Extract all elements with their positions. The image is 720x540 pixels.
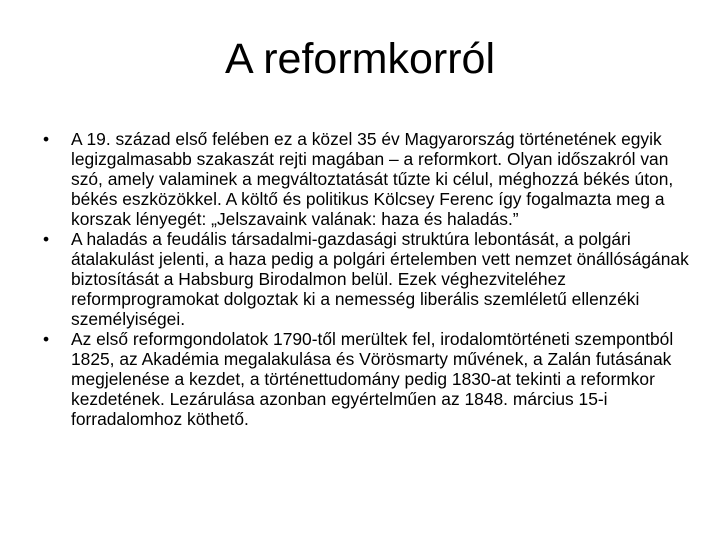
- bullet-text: A 19. század első felében ez a közel 35 év Magyarország történetének egyik legizgalmasabb szakaszát rejti magában – a reformkort. Olyan időszakról van szó, amely valaminek a megváltoztatását tűzte ki célul, méghozzá békés úton, békés eszközökkel. A költő és politikus Kölcsey Ferenc így fogalmazta meg a korszak lényegét: „Jelszavaink valának: haza és haladás.”: [71, 129, 674, 229]
- bullet-marker: •: [43, 329, 50, 349]
- slide-title: A reformkorról: [224, 35, 495, 83]
- bullet-marker: •: [43, 129, 50, 149]
- bullet-item: [40, 329, 690, 429]
- bullet-item: [40, 129, 690, 229]
- bullet-text: A haladás a feudális társadalmi-gazdasági struktúra lebontását, a polgári átalakulást jelenti, a haza pedig a polgári értelemben vett nemzet önállóságának biztosítását a Habsburg Birodalmon belül. Ezek véghezviteléhez reformprogramokat dolgoztak ki a nemesség liberális szemléletű ellenzéki személyiségei.: [71, 229, 689, 329]
- bullet-text: Az első reformgondolatok 1790-től merültek fel, irodalomtörténeti szempontból 1825, az Akadémia megalakulása és Vörösmarty művének, a Zalán futásának megjelenése a kezdet, a történettudomány pedig 1830-at tekinti a reformkor kezdetének. Lezárulása azonban egyértelműen az 1848. március 15-i forradalomhoz köthető.: [71, 329, 674, 429]
- bullet-item: [40, 229, 690, 329]
- bullet-list: [40, 129, 690, 429]
- bullet-marker: •: [43, 229, 50, 249]
